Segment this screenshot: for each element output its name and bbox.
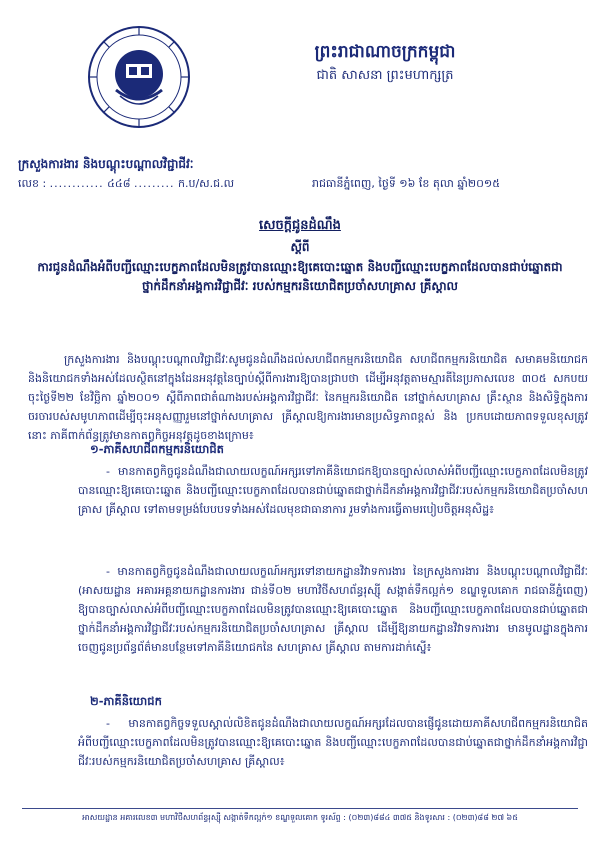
date-line: រាជធានីភ្នំពេញ, ថ្ងៃទី ១៦ ខែ តុលា ឆ្នាំ២០១៥ bbox=[312, 177, 501, 190]
footer-address: អាសយដ្ឋាន អគារលេខ៣ មហាវិថីសហព័ន្ធរុស្ស៊ី សង្កាត់ទឹកល្អក់១ ខណ្ឌទួលគោក ទូរស័ព្ទ : (០២៣)៨៨៤ ៣៧៥ និងទូរសារ : (០២៣)៨៨ ២៧ ៦៥ bbox=[82, 813, 518, 822]
kingdom-heading: ព្រះរាជាណាចក្រកម្ពុជា bbox=[314, 42, 456, 62]
ref-number: ៤៤៨ bbox=[107, 177, 131, 190]
document-subject: ការជូនដំណឹងអំពីបញ្ជីឈ្មោះបេក្ខភាពដែលមិនត្រូវបានឈ្មោះឱ្យគេបោះឆ្នោត និងបញ្ជីឈ្មោះបេក្ខភាពដែលបានជាប់ឆ្នោតជាថ្នាក់ដឹកនាំអង្គការវិជ្ជាជីវៈ របស់កម្មករនិយោជិតប្រចាំសហគ្រាស គ្រីស្តាល bbox=[37, 260, 563, 293]
ref-suffix: ក.ប/ស.ជ.ល bbox=[177, 177, 235, 190]
footer-divider bbox=[22, 808, 578, 809]
section-2-paragraph-1: - មានកាតព្វកិច្ចទទួលស្គាល់លិខិតជូនដំណឹងជាលាយលក្ខណ៍អក្សរដែលបានផ្ញើជូនដោយភាគីសហជីពកម្មករនិយោជិត អំពីបញ្ជីឈ្មោះបេក្ខភាពដែលមិនត្រូវបានឈ្មោះឱ្យគេបោះឆ្នោត និងបញ្ជីឈ្មោះបេក្ខភាពដែលបានជាប់ឆ្នោតជាថ្នាក់ដឹកនាំអង្គការវិជ្ជាជីវៈរបស់កម្មករនិយោជិតប្រចាំសហគ្រាស គ្រីស្តាល៖ bbox=[78, 717, 588, 768]
section-1-paragraph-1: - មានកាតព្វកិច្ចជូនដំណឹងជាលាយលក្ខណ៍អក្សរទៅភាគីនិយោជកឱ្យបានច្បាស់លាស់អំពីបញ្ជីឈ្មោះបេក្ខភាពដែលមិនត្រូវបានឈ្មោះឱ្យគេបោះឆ្នោត និងបញ្ជីឈ្មោះបេក្ខភាពដែលបានជាប់ឆ្នោតជាថ្នាក់ដឹកនាំអង្គការវិជ្ជាជីវៈរបស់កម្មករនិយោជិតប្រចាំសហគ្រាស គ្រីស្តាល ទៅតាមទម្រង់បែបបទទាំងអស់ដែលមុខជាធានាការ រួមទាំងការធ្វើតាមរបៀបចិត្តអនុសិដ្ឋ៖ bbox=[78, 465, 588, 516]
section-1-heading: ១-ភាគីសហជីពកម្មករនិយោជិត bbox=[90, 442, 224, 456]
reference-number bbox=[18, 175, 268, 193]
section-1-paragraph-2: - មានកាតព្វកិច្ចជូនដំណឹងជាលាយលក្ខណ៍អក្សរទៅនាយកដ្ឋានវិវាទការងារ នៃក្រសួងការងារ និងបណ្តុះបណ្តាលវិជ្ជាជីវៈ (អាសយដ្ឋាន អគារអគ្គនាយកដ្ឋានការងារ ជាន់ទី០២ មហាវិថីសហព័ន្ធរុស្ស៊ី សង្កាត់ទឹកល្អក់១ ខណ្ឌទួលគោក រាជធានីភ្នំពេញ) ឱ្យបានច្បាស់លាស់អំពីបញ្ជីឈ្មោះបេក្ខភាពដែលមិនត្រូវបានឈ្មោះឱ្យគេបោះឆ្នោត និងបញ្ជីឈ្មោះបេក្ខភាពដែលបានជាប់ឆ្នោតជាថ្នាក់ដឹកនាំអង្គការវិជ្ជាជីវៈរបស់កម្មករនិយោជិតប្រចាំសហគ្រាស គ្រីស្តាល ដើម្បីឱ្យនាយកដ្ឋានវិវាទការងារ មានមូលដ្ឋានក្នុងការចេញជូនប្រព័ន្ធព័ត៌មានបន្ថែមទៅភាគីនិយោជកនៃ សហគ្រាស គ្រីស្តាល តាមការដាក់ស្នើ៖ bbox=[78, 565, 588, 654]
ref-dots-2: ......... bbox=[134, 177, 175, 190]
ref-dots: ............ bbox=[49, 177, 104, 190]
ministry-seal-icon bbox=[86, 24, 192, 130]
concern-label: ស្តីពី bbox=[290, 240, 310, 254]
document-type-title: សេចក្តីជូនដំណឹង bbox=[259, 218, 341, 233]
section-2-heading: ២-ភាគីនិយោជក bbox=[90, 694, 162, 708]
national-motto: ជាតិ សាសនា ព្រះមហាក្សត្រ bbox=[316, 68, 454, 83]
ref-label: លេខ : bbox=[18, 177, 47, 190]
ministry-name: ក្រសួងការងារ និងបណ្តុះបណ្តាលវិជ្ជាជីវៈ bbox=[18, 157, 194, 171]
intro-paragraph: ក្រសួងការងារ និងបណ្តុះបណ្តាលវិជ្ជាជីវៈសូមជូនដំណឹងដល់សហជីពកម្មករនិយោជិត សហជីពកម្មករនិយោជិត សមាគមនិយោជក និងនិយោជកទាំងអស់ដែលស្ថិតនៅក្នុងដែនអនុវត្តនៃច្បាប់ស្តីពីការងារឱ្យបានជ្រាបថា ដើម្បីអនុវត្តតាមស្មារតីនៃប្រកាសលេខ ៣០៥ សកបយ ចុះថ្ងៃទី២២ ខែវិច្ឆិកា ឆ្នាំ២០០១ ស្តីពីភាពជាតំណាងរបស់អង្គការវិជ្ជាជីវៈ នៃកម្មករនិយោជិត នៅថ្នាក់សហគ្រាស គ្រឹះស្ថាន និងសិទ្ធិក្នុងការចរចារបស់សមូហភាពដើម្បីចុះអនុសញ្ញារួមនៅថ្នាក់សហគ្រាស គ្រីស្តាលឱ្យការងារមានប្រសិទ្ធភាពខ្ពស់ និង ប្រកបដោយភាពទទួលខុសត្រូវនោះ ភាគីពាក់ព័ន្ធត្រូវមានកាតព្វកិច្ចអនុវត្តដូចខាងក្រោម៖ bbox=[28, 353, 588, 442]
